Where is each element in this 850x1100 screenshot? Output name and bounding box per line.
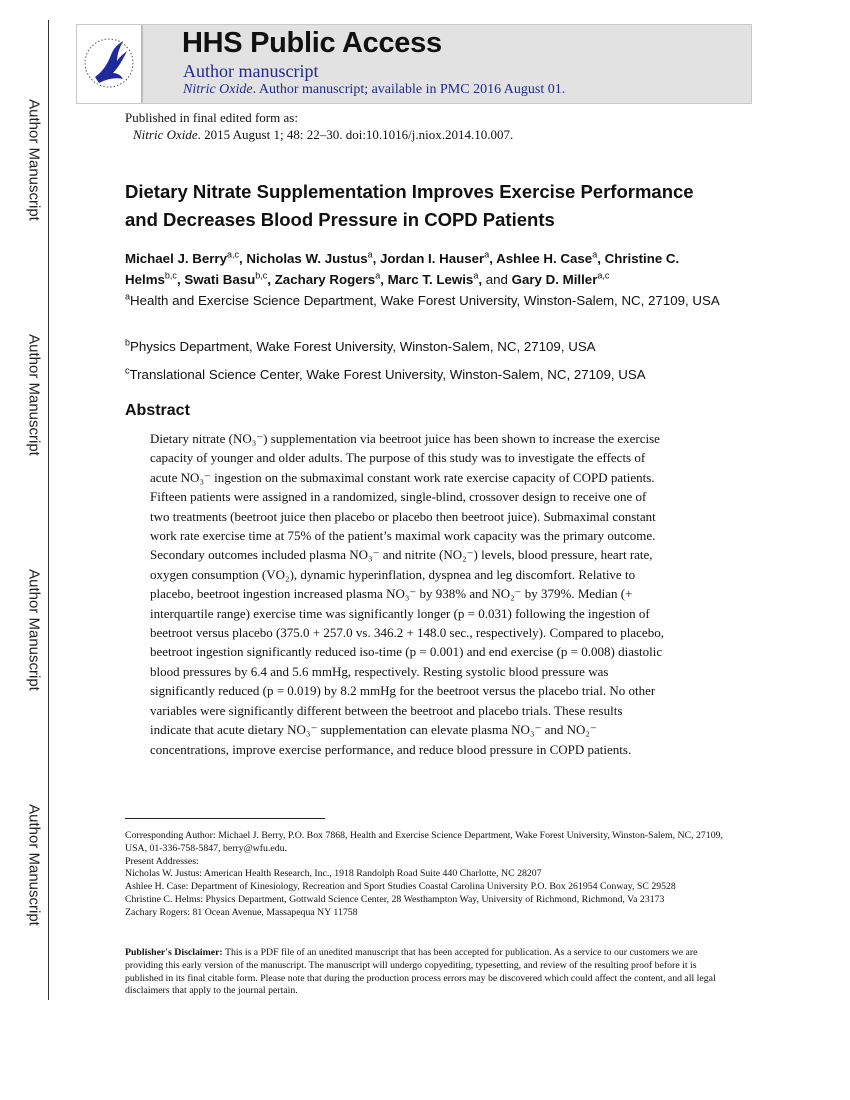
- brand-title: HHS Public Access: [182, 27, 442, 59]
- margin-rule: [48, 20, 49, 1000]
- affiliation: $^b$Physics Department, Wake Forest University, Winston-Salem, NC, 27109, USA: [125, 337, 596, 354]
- disclaimer-text: This is a PDF file of an unedited manuscript that has been accepted for publication. As a service to our customers we are providing this early version of the manuscript. The manuscript will undergo copyediting, typesetting, and review of the resulting proof before it is published in its final citable form. Please note that during the production process errors may be discovered which could affect the content, and all legal disclaimers that apply to the journal pertain.: [125, 947, 716, 997]
- abstract-line: Secondary outcomes included plasma NO₃⁻ and nitrite (NO₂⁻) levels, blood pressure, heart rate,: [150, 547, 653, 563]
- author-list: Michael J. Berry$^{a,c}$, Nicholas W. Justus$^a$, Jordan I. Hauser$^a$, Ashlee H. Case$^a$, Christine C. Helms$^{b,c}$, Swati Basu$^{b,c}$, Zachary Rogers$^a$, Marc T. Lewis$^a$, and Gary D. Miller$^{a,c}$: [125, 249, 680, 287]
- corresponding-author: Corresponding Author: Michael J. Berry, P.O. Box 7868, Health and Exercise Science Department, Wake Forest University, Winston-Salem, NC, 27109, USA, 01-336-758-5847, berry@wfu.edu.: [125, 830, 723, 854]
- side-label: Author Manuscript: [25, 334, 43, 456]
- availability-line: [183, 82, 565, 98]
- abstract-line: concentrations, improve exercise performance, and reduce blood pressure in COPD patients.: [150, 741, 632, 757]
- abstract-line: Fifteen patients were assigned in a randomized, single-blind, crossover design to receive one of: [150, 489, 647, 505]
- abstract-heading: Abstract: [125, 402, 190, 419]
- abstract-line: blood pressures by 6.4 and 5.6 mmHg, respectively. Resting systolic blood pressure was: [150, 663, 609, 679]
- manuscript-label: Author manuscript: [183, 61, 319, 81]
- affiliation: $^a$Health and Exercise Science Department, Wake Forest University, Winston-Salem, NC, 27109, USA: [125, 291, 720, 308]
- citation-journal: Nitric Oxide: [133, 127, 198, 142]
- footnote: Christine C. Helms: Physics Department, Gottwald Science Center, 28 Westhampton Way, University of Richmond, Richmond, Va 23173: [125, 893, 665, 905]
- journal-name: Nitric Oxide: [183, 82, 253, 97]
- article-title: [125, 178, 745, 234]
- and-word: and: [485, 272, 508, 287]
- author: Christine C. Helms$^{b,c}$: [125, 251, 680, 287]
- disclaimer-label: Publisher's Disclaimer:: [125, 947, 223, 958]
- author: Jordan I. Hauser$^a$: [380, 249, 490, 266]
- hhs-eagle-logo-icon: [77, 25, 143, 103]
- citation-text: . 2015 August 1; 48: 22–30. doi:10.1016/j.niox.2014.10.007.: [197, 127, 514, 142]
- citation: [133, 127, 513, 143]
- abstract-line: work rate exercise time at 75% of the patient’s maximal work capacity was the primary outcome.: [150, 528, 656, 544]
- abstract-line: Dietary nitrate (NO₃⁻) supplementation via beetroot juice has been shown to increase the exercise: [150, 431, 660, 446]
- abstract-line: interquartile range) exercise time was significantly longer (p = 0.031) following the ingestion of: [150, 605, 650, 621]
- side-label: Author Manuscript: [25, 804, 43, 926]
- abstract-line: placebo, beetroot ingestion increased plasma NO₃⁻ by 938% and NO₂⁻ by 379%. Median (+: [150, 586, 633, 602]
- abstract-line: capacity of younger and older adults. The purpose of this study was to investigate the effects of: [150, 450, 646, 466]
- abstract-line: beetroot versus placebo (375.0 + 257.0 vs. 346.2 + 148.0 sec., respectively). Compared to placebo,: [150, 625, 664, 641]
- author: Nicholas W. Justus$^a$: [246, 249, 373, 266]
- abstract-line: oxygen consumption (VO₂), dynamic hyperinflation, dyspnea and leg discomfort. Relative to: [150, 566, 636, 582]
- footnotes: [125, 830, 735, 920]
- footnote: Zachary Rogers: 81 Ocean Avenue, Massapequa NY 11758: [125, 906, 358, 918]
- affiliation: $^c$Translational Science Center, Wake Forest University, Winston-Salem, NC, 27109, USA: [125, 365, 646, 382]
- abstract-line: indicate that acute dietary NO₃⁻ supplementation can elevate plasma NO₃⁻ and NO₂⁻: [150, 722, 597, 738]
- availability-text: . Author manuscript; available in PMC 2016 August 01.: [252, 82, 566, 97]
- footnote: Ashlee H. Case: Department of Kinesiology, Recreation and Sport Studies Coastal Carolina University P.O. Box 261954 Conway, SC 29528: [125, 881, 676, 893]
- abstract-line: significantly reduced (p = 0.019) by 8.2 mmHg for the beetroot versus the placebo trial. No other: [150, 683, 656, 699]
- side-label: Author Manuscript: [25, 99, 43, 221]
- abstract-line: acute NO₃⁻ ingestion on the submaximal constant work rate exercise capacity of COPD patients.: [150, 469, 655, 485]
- author: Zachary Rogers$^a$: [274, 270, 381, 287]
- footnote-rule: [125, 818, 325, 819]
- publisher-disclaimer: [125, 947, 730, 998]
- author: Swati Basu$^{b,c}$: [184, 270, 268, 287]
- author: Ashlee H. Case$^a$: [496, 249, 598, 266]
- author: Marc T. Lewis$^a$: [387, 270, 479, 287]
- side-label: Author Manuscript: [25, 569, 43, 691]
- abstract-line: beetroot ingestion significantly reduced iso-time (p = 0.001) and end exercise (p = 0.008) diastolic: [150, 644, 663, 660]
- author: Michael J. Berry$^{a,c}$: [125, 249, 240, 266]
- abstract-line: variables were significantly different between the beetroot and placebo trials. These results: [150, 702, 623, 718]
- footnote: Nicholas W. Justus: American Health Research, Inc., 1918 Randolph Road Suite 440 Charlotte, NC 28207: [125, 868, 542, 880]
- abstract-body: [150, 429, 664, 759]
- footnote: Present Addresses:: [125, 855, 199, 867]
- title-line: Dietary Nitrate Supplementation Improves Exercise Performance: [125, 181, 694, 202]
- published-label: Published in final edited form as:: [125, 110, 298, 125]
- author: Gary D. Miller$^{a,c}$: [511, 270, 610, 287]
- hhs-header-banner: [76, 24, 752, 104]
- title-line: and Decreases Blood Pressure in COPD Patients: [125, 209, 555, 230]
- abstract-line: two treatments (beetroot juice then placebo or placebo then beetroot juice). Submaximal constant: [150, 508, 656, 524]
